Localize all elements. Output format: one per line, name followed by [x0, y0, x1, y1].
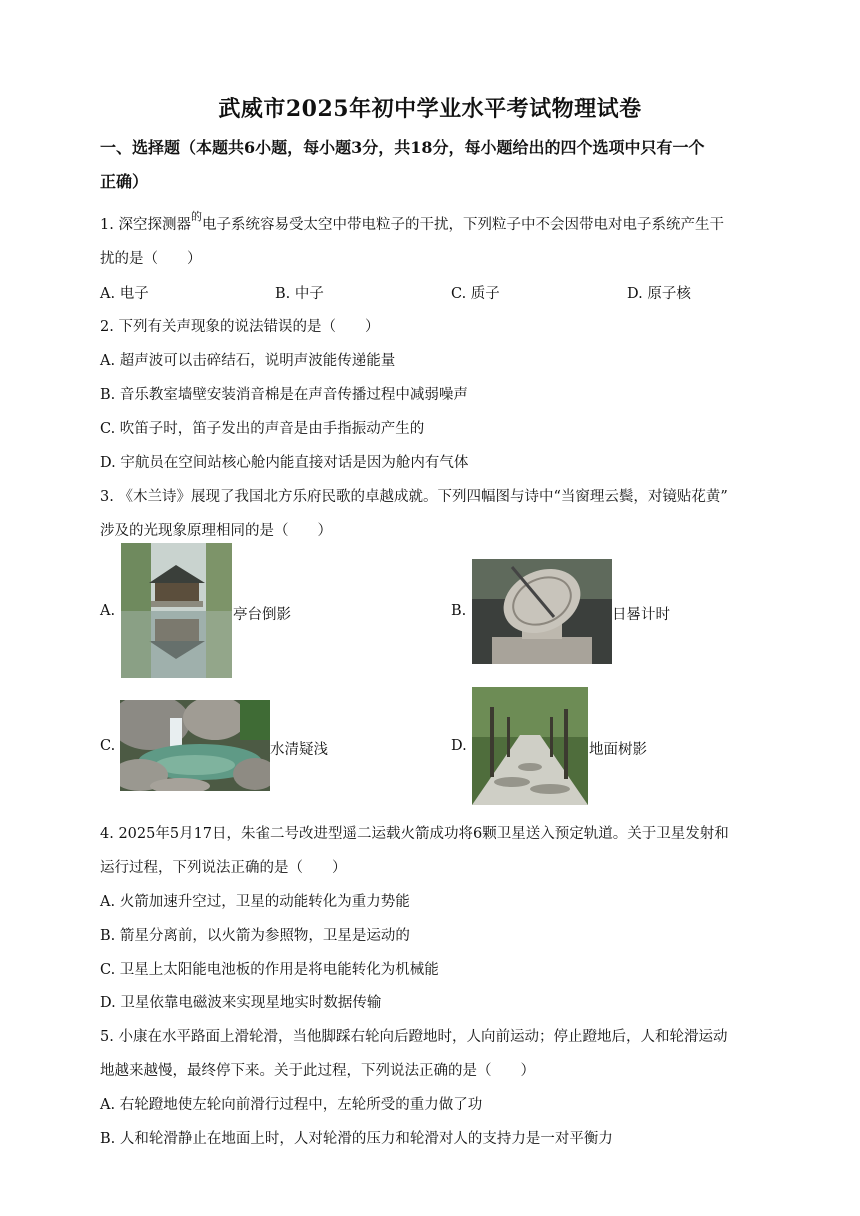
- q3-option-b-letter: B.: [451, 603, 467, 619]
- q2-option-c: C. 吹笛子时，笛子发出的声音是由手指振动产生的: [100, 421, 425, 437]
- q2-option-b: B. 音乐教室墙壁安装消音棉是在声音传播过程中减弱噪声: [100, 387, 468, 403]
- q2-stem: 2. 下列有关声现象的说法错误的是（ ）: [100, 319, 380, 335]
- q4-option-d: D. 卫星依靠电磁波来实现星地实时数据传输: [100, 995, 382, 1011]
- q1-option-a: A. 电子: [100, 286, 149, 302]
- q2-option-a: A. 超声波可以击碎结石，说明声波能传递能量: [100, 353, 396, 369]
- clear-water-photo: [120, 700, 270, 791]
- q3-option-d-caption: 地面树影: [589, 742, 647, 758]
- q3-option-b-caption: 日晷计时: [612, 607, 670, 623]
- q1-stem-line1: [100, 210, 724, 234]
- q5-option-a: A. 右轮蹬地使左轮向前滑行过程中，左轮所受的重力做了功: [100, 1097, 483, 1113]
- q1-option-c: C. 质子: [451, 286, 500, 302]
- q4-option-b: B. 箭星分离前，以火箭为参照物，卫星是运动的: [100, 928, 410, 944]
- q1-stem-sup: 的: [190, 210, 202, 223]
- q3-option-a-letter: A.: [100, 603, 116, 619]
- q1-stem-part-a: 1. 深空探测器: [100, 217, 191, 233]
- q4-stem-line2: 运行过程，下列说法正确的是（ ）: [100, 860, 347, 876]
- q3-option-c-letter: C.: [100, 738, 116, 754]
- q4-stem-line1: 4. 2025年5月17日，朱雀二号改进型遥二运载火箭成功将6颗卫星送入预定轨道。关于卫星发射和: [100, 826, 729, 842]
- q5-option-b: B. 人和轮滑静止在地面上时，人对轮滑的压力和轮滑对人的支持力是一对平衡力: [100, 1131, 613, 1147]
- q3-option-c-caption: 水清疑浅: [270, 742, 328, 758]
- pavilion-reflection-photo: [121, 543, 232, 678]
- section-heading-line2: 正确）: [100, 172, 149, 191]
- section-heading-line1: 一、选择题（本题共6小题，每小题3分，共18分，每小题给出的四个选项中只有一个: [100, 138, 705, 157]
- tree-shadow-photo: [472, 687, 588, 805]
- q3-stem-line1: 3. 《木兰诗》展现了我国北方乐府民歌的卓越成就。下列四幅图与诗中“当窗理云鬓，对镜贴花黄”: [100, 489, 728, 505]
- q3-option-a-caption: 亭台倒影: [233, 607, 291, 623]
- sundial-photo: [472, 559, 612, 664]
- q3-option-d-letter: D.: [451, 738, 467, 754]
- q3-stem-line2: 涉及的光现象原理相同的是（ ）: [100, 523, 332, 539]
- q1-option-b: B. 中子: [275, 286, 324, 302]
- q4-option-c: C. 卫星上太阳能电池板的作用是将电能转化为机械能: [100, 962, 439, 978]
- q5-stem-line1: 5. 小康在水平路面上滑轮滑，当他脚踩右轮向后蹬地时，人向前运动；停止蹬地后，人和轮滑运动: [100, 1029, 728, 1045]
- q1-stem-part-b: 电子系统容易受太空中带电粒子的干扰，下列粒子中不会因带电对电子系统产生干: [201, 217, 724, 233]
- q5-stem-line2: 地越来越慢，最终停下来。关于此过程，下列说法正确的是（ ）: [100, 1063, 535, 1079]
- q1-stem-line2: 扰的是（ ）: [100, 251, 202, 267]
- q1-option-d: D. 原子核: [627, 286, 691, 302]
- document-title: 武威市2025年初中学业水平考试物理试卷: [218, 96, 642, 122]
- q2-option-d: D. 宇航员在空间站核心舱内能直接对话是因为舱内有气体: [100, 455, 469, 471]
- q4-option-a: A. 火箭加速升空过，卫星的动能转化为重力势能: [100, 894, 410, 910]
